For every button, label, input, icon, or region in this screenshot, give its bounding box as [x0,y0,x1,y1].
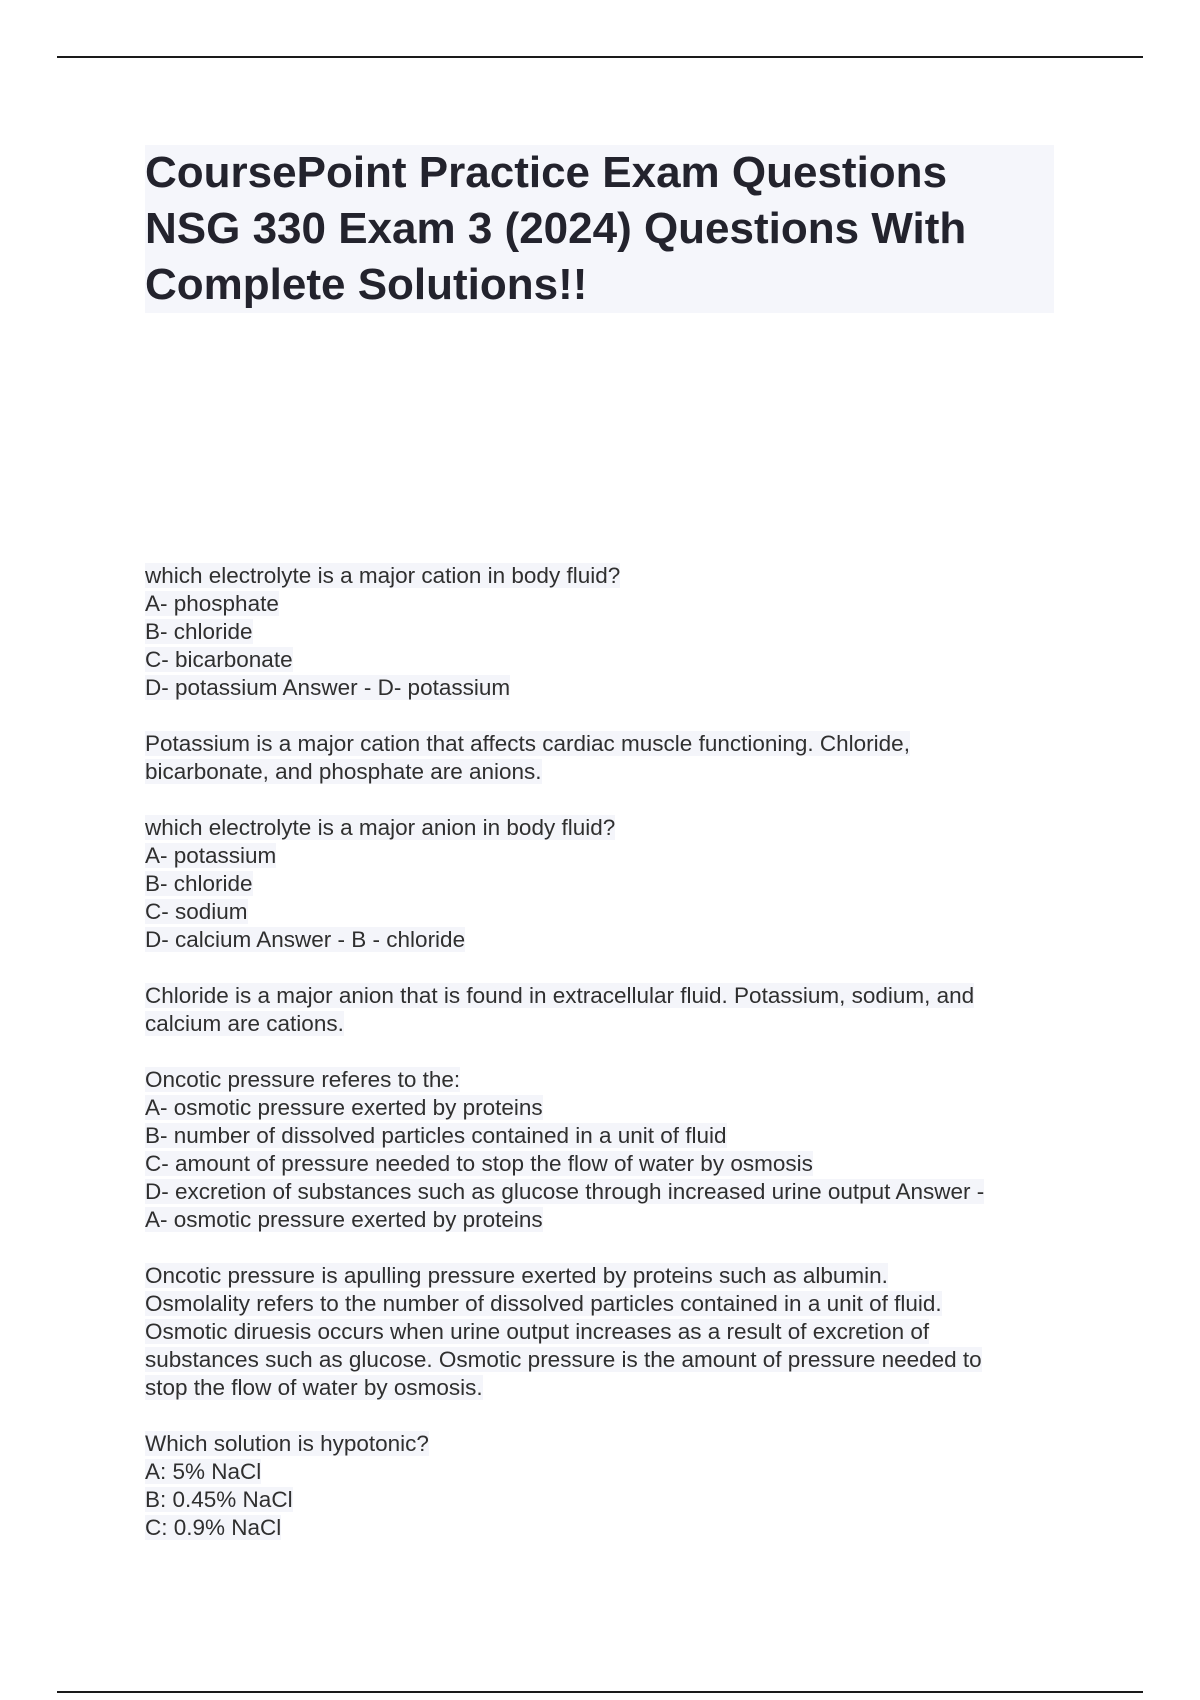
explanation-line: Osmolality refers to the number of dissolved particles contained in a unit of fluid. [145,1291,942,1316]
option-d-answer: D- potassium Answer - D- potassium [145,675,511,700]
explanation-line: stop the flow of water by osmosis. [145,1375,483,1400]
question-text: which electrolyte is a major cation in body fluid? [145,563,621,588]
title-line-3: Complete Solutions!! [145,260,588,309]
option-b: B- number of dissolved particles contained in a unit of fluid [145,1123,727,1148]
bottom-rule [57,1691,1143,1693]
option-a: A- potassium [145,843,277,868]
document-title [145,145,1054,313]
explanation-line: substances such as glucose. Osmotic pressure is the amount of pressure needed to [145,1347,982,1372]
question-block-3 [145,1066,1065,1234]
option-a: A- osmotic pressure exerted by proteins [145,1095,543,1120]
explanation-line: calcium are cations. [145,1011,344,1036]
option-c: C- sodium [145,899,248,924]
explanation-block-3 [145,1262,1065,1402]
option-a: A: 5% NaCl [145,1459,262,1484]
question-text: Which solution is hypotonic? [145,1431,429,1456]
explanation-line: bicarbonate, and phosphate are anions. [145,759,542,784]
title-line-2: NSG 330 Exam 3 (2024) Questions With [145,204,967,253]
option-a: A- phosphate [145,591,279,616]
option-b: B- chloride [145,871,253,896]
explanation-line: Osmotic diruesis occurs when urine output increases as a result of excretion of [145,1319,930,1344]
option-c: C- bicarbonate [145,647,293,672]
option-b: B- chloride [145,619,253,644]
question-text: which electrolyte is a major anion in body fluid? [145,815,616,840]
question-block-2 [145,814,1065,954]
explanation-block-2 [145,982,1065,1038]
title-line-1: CoursePoint Practice Exam Questions [145,148,948,197]
option-c: C- amount of pressure needed to stop the flow of water by osmosis [145,1151,813,1176]
question-block-4 [145,1430,1065,1542]
option-b: B: 0.45% NaCl [145,1487,293,1512]
explanation-line: Potassium is a major cation that affects cardiac muscle functioning. Chloride, [145,731,910,756]
explanation-line: Oncotic pressure is apulling pressure exerted by proteins such as albumin. [145,1263,888,1288]
question-block-1 [145,562,1065,702]
answer-continuation: A- osmotic pressure exerted by proteins [145,1207,543,1232]
option-c: C: 0.9% NaCl [145,1515,282,1540]
document-body [145,562,1065,1570]
question-text: Oncotic pressure referes to the: [145,1067,461,1092]
option-d-answer: D- calcium Answer - B - chloride [145,927,466,952]
top-rule [57,56,1143,58]
explanation-line: Chloride is a major anion that is found in extracellular fluid. Potassium, sodium, and [145,983,975,1008]
option-d-answer: D- excretion of substances such as glucose through increased urine output Answer - [145,1179,985,1204]
explanation-block-1 [145,730,1065,786]
